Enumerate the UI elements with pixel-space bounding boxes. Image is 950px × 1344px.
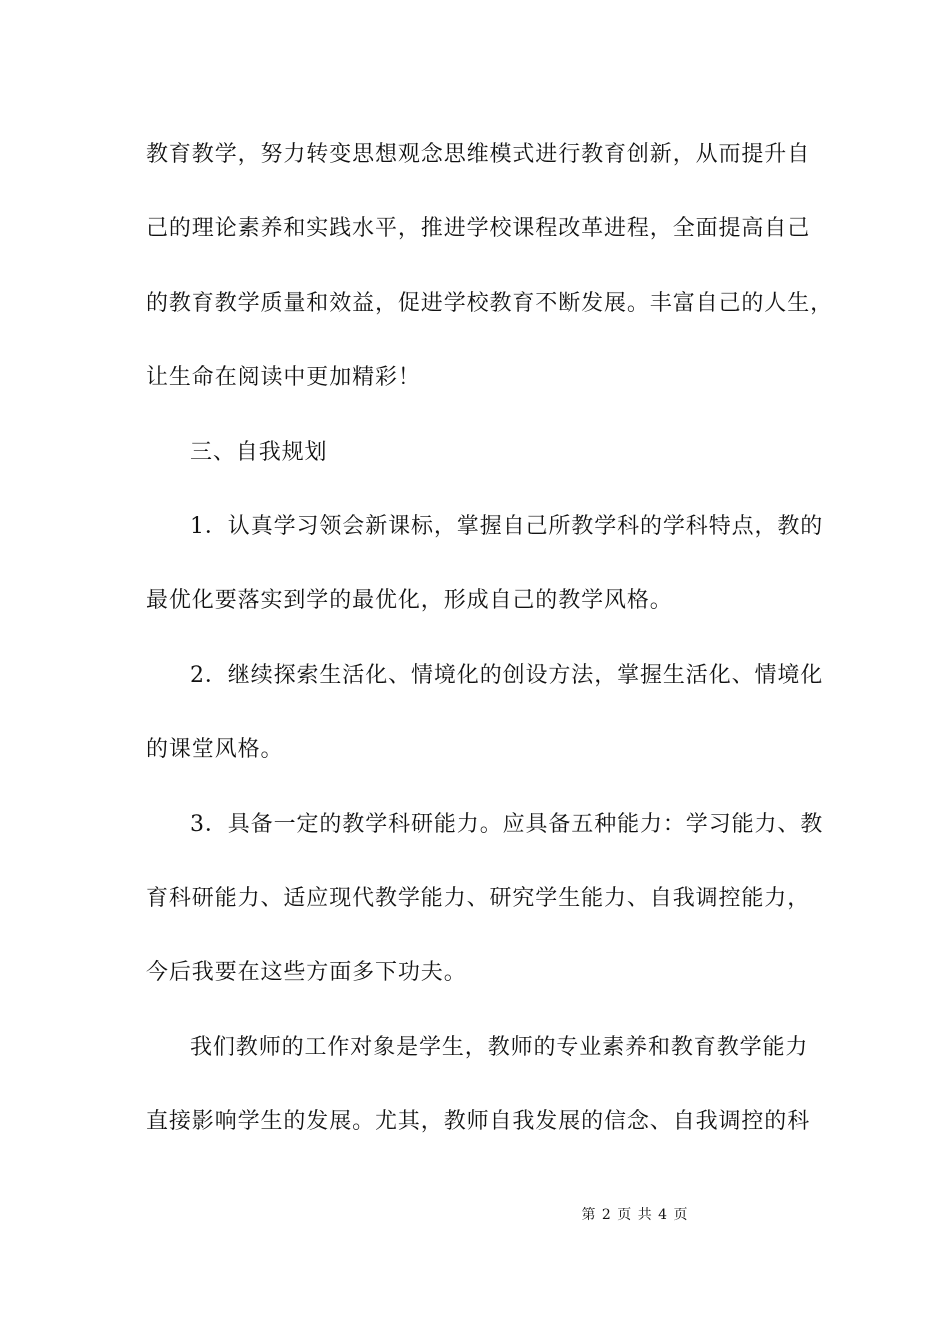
text-line: 的教育教学质量和效益，促进学校教育不断发展。丰富自己的人生， (146, 290, 834, 316)
text-line: 1．认真学习领会新课标，掌握自己所教学科的学科特点，教的 (190, 513, 824, 539)
text-line: 教育教学，努力转变思想观念思维模式进行教育创新，从而提升自 (146, 142, 811, 167)
text-line: 我们教师的工作对象是学生，教师的专业素养和教育教学能力 (190, 1034, 809, 1060)
text-line: 3．具备一定的教学科研能力。应具备五种能力：学习能力、教 (190, 811, 824, 837)
text-line: 今后我要在这些方面多下功夫。 (146, 960, 467, 986)
page-footer (0, 1204, 950, 1224)
text-line: 己的理论素养和实践水平，推进学校课程改革进程，全面提高自己 (146, 216, 811, 242)
text-line: 2．继续探索生活化、情境化的创设方法，掌握生活化、情境化 (190, 662, 824, 688)
text-line: 最优化要落实到学的最优化，形成自己的教学风格。 (146, 588, 673, 614)
page-number: 第 2 页 共 4 页 (581, 1207, 689, 1223)
text-line: 直接影响学生的发展。尤其，教师自我发展的信念、自我调控的科 (146, 1109, 811, 1135)
text-line: 让生命在阅读中更加精彩！ (146, 365, 421, 391)
text-line: 育科研能力、适应现代教学能力、研究学生能力、自我调控能力， (146, 885, 811, 911)
section-heading: 三、自我规划 (190, 439, 328, 465)
document-body (146, 130, 834, 1171)
text-line: 的课堂风格。 (146, 737, 284, 763)
